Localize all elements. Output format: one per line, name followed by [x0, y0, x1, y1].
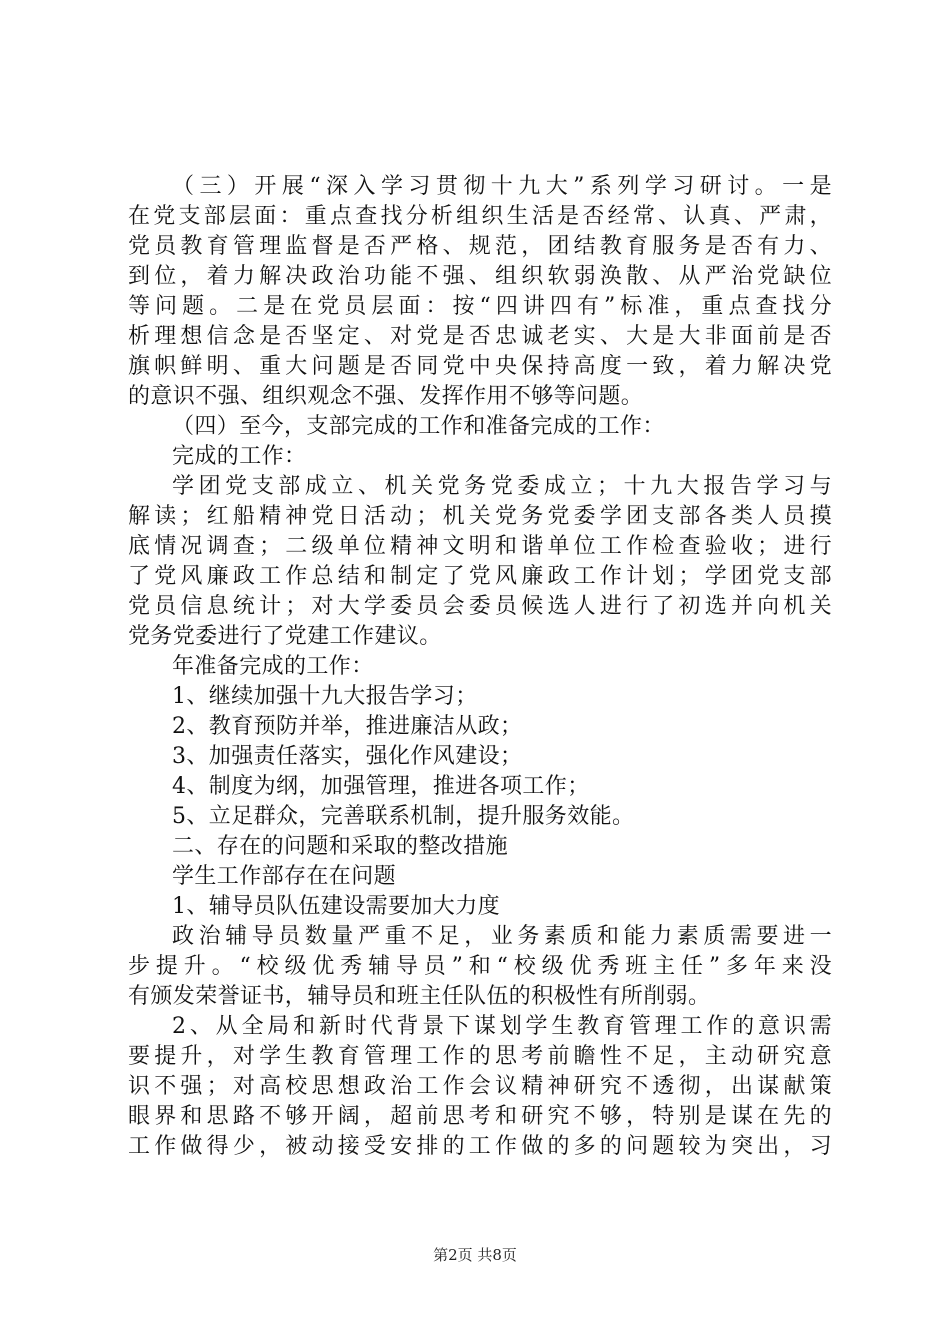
text-line: （三）开展“深入学习贯彻十九大”系列学习研讨。一是 [172, 174, 832, 199]
text-line: 有颁发荣誉证书，辅导员和班主任队伍的积极性有所削弱。 [128, 984, 711, 1009]
text-line: 要提升，对学生教育管理工作的思考前瞻性不足，主动研究意 [128, 1044, 832, 1069]
text-line: 党务党委进行了党建工作建议。 [128, 624, 442, 649]
text-line: 旗帜鲜明、重大问题是否同党中央保持高度一致，着力解决党 [128, 354, 832, 379]
text-line: 3、加强责任落实，强化作风建设； [172, 744, 523, 769]
text-line: 二、存在的问题和采取的整改措施 [172, 834, 509, 859]
text-line: 眼界和思路不够开阔，超前思考和研究不够，特别是谋在先的 [128, 1104, 832, 1129]
text-line: 1、辅导员队伍建设需要加大力度 [172, 894, 500, 919]
text-line: 学团党支部成立、机关党务党委成立；十九大报告学习与 [172, 474, 832, 499]
text-line: 年准备完成的工作： [172, 654, 374, 679]
text-line: 5、立足群众，完善联系机制，提升服务效能。 [172, 804, 635, 829]
text-line: 解读；红船精神党日活动；机关党务党委学团支部各类人员摸 [128, 504, 832, 529]
document-body [128, 172, 832, 1162]
page-footer: 第2页 共8页 [433, 1246, 517, 1264]
text-line: 析理想信念是否坚定、对党是否忠诚老实、大是大非面前是否 [128, 324, 832, 349]
text-line: 识不强；对高校思想政治工作会议精神研究不透彻，出谋献策 [128, 1074, 832, 1099]
text-line: 步提升。“校级优秀辅导员”和“校级优秀班主任”多年来没 [128, 954, 832, 979]
text-line: 完成的工作： [172, 444, 307, 469]
text-line: 到位，着力解决政治功能不强、组织软弱涣散、从严治党缺位 [128, 264, 832, 289]
text-line: 2、教育预防并举，推进廉洁从政； [172, 714, 523, 739]
text-line: 在党支部层面：重点查找分析组织生活是否经常、认真、严肃， [128, 204, 832, 229]
text-line: 政治辅导员数量严重不足，业务素质和能力素质需要进一 [172, 924, 832, 949]
text-line: 工作做得少，被动接受安排的工作做的多的问题较为突出，习 [128, 1134, 832, 1159]
text-line: 2、从全局和新时代背景下谋划学生教育管理工作的意识需 [172, 1014, 832, 1039]
text-line: （四）至今，支部完成的工作和准备完成的工作： [172, 414, 665, 439]
text-line: 学生工作部存在在问题 [172, 864, 397, 889]
text-line: 党员信息统计；对大学委员会委员候选人进行了初选并向机关 [128, 594, 832, 619]
text-line: 底情况调查；二级单位精神文明和谐单位工作检查验收；进行 [128, 534, 832, 559]
text-line: 4、制度为纲，加强管理，推进各项工作； [172, 774, 590, 799]
text-line: 党员教育管理监督是否严格、规范，团结教育服务是否有力、 [128, 234, 832, 259]
text-line: 等问题。二是在党员层面：按“四讲四有”标准，重点查找分 [128, 294, 832, 319]
text-line: 的意识不强、组织观念不强、发挥作用不够等问题。 [128, 384, 644, 409]
text-line: 了党风廉政工作总结和制定了党风廉政工作计划；学团党支部 [128, 564, 832, 589]
text-line: 1、继续加强十九大报告学习； [172, 684, 478, 709]
